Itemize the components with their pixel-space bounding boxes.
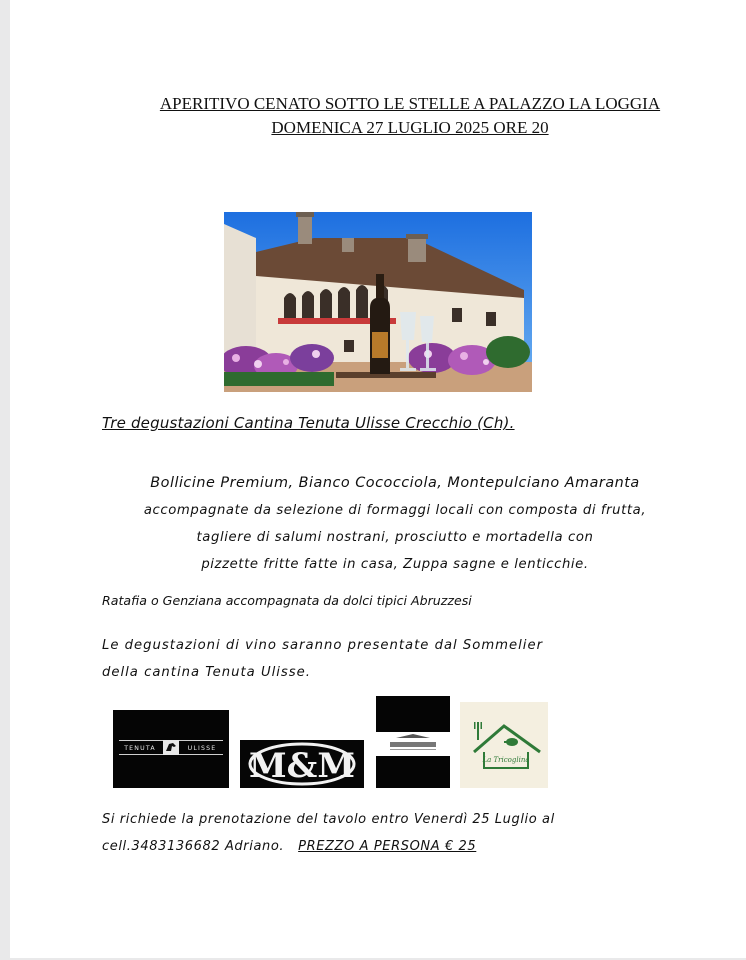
la-tricoglina-logo [460,702,548,788]
dessert-line: Ratafia o Genziana accompagnata da dolci tipici Abruzzesi [102,593,472,608]
tenuta-ulisse-logo-mark [113,710,229,788]
mm-logo-text: M&M [249,746,355,786]
event-date-line: DOMENICA 27 LUGLIO 2025 ORE 20 [271,118,549,137]
tenuta-ulisse-logo [113,710,229,788]
menu-line: pizzette fritte fatte in casa, Zuppa sagne e lenticchie. [201,557,589,572]
palazzo-photo [224,212,532,392]
mm-logo-mark [240,740,364,788]
la-tricoglina-mark [460,702,548,788]
antica-pasticceria-logo [376,696,450,788]
antica-pasticceria-band [376,732,450,756]
menu-description [100,470,690,578]
reservation-note [102,806,662,860]
reservation-contact-row [102,833,662,860]
price-per-person: PREZZO A PERSONA € 25 [298,839,477,854]
svg-text:TENUTA: TENUTA [124,745,156,752]
reservation-line: Si richiede la prenotazione del tavolo entro Venerdì 25 Luglio al [102,812,555,827]
mm-logo [240,740,364,788]
palazzo-illustration [224,212,532,392]
menu-line: accompagnate da selezione di formaggi locali con composta di frutta, [143,503,647,518]
svg-text:ULISSE: ULISSE [187,745,217,752]
sommelier-line: Le degustazioni di vino saranno presentate dal Sommelier [102,638,543,653]
menu-line: tagliere di salumi nostrani, prosciutto e mortadella con [196,530,594,545]
tasting-subtitle: Tre degustazioni Cantina Tenuta Ulisse Crecchio (Ch). [102,414,515,432]
flyer-page [10,0,746,958]
sommelier-line: della cantina Tenuta Ulisse. [102,665,311,680]
la-tricoglina-text: La Tricoglina [482,756,530,764]
reservation-contact: cell.3483136682 Adriano. [102,839,285,854]
event-title [140,92,680,140]
menu-wines: Bollicine Premium, Bianco Cococciola, Montepulciano Amaranta [150,475,640,491]
antica-pasticceria-mark [376,732,450,756]
event-title-line1: APERITIVO CENATO SOTTO LE STELLE A PALAZZO LA LOGGIA [159,94,661,113]
sommelier-note [102,632,662,686]
